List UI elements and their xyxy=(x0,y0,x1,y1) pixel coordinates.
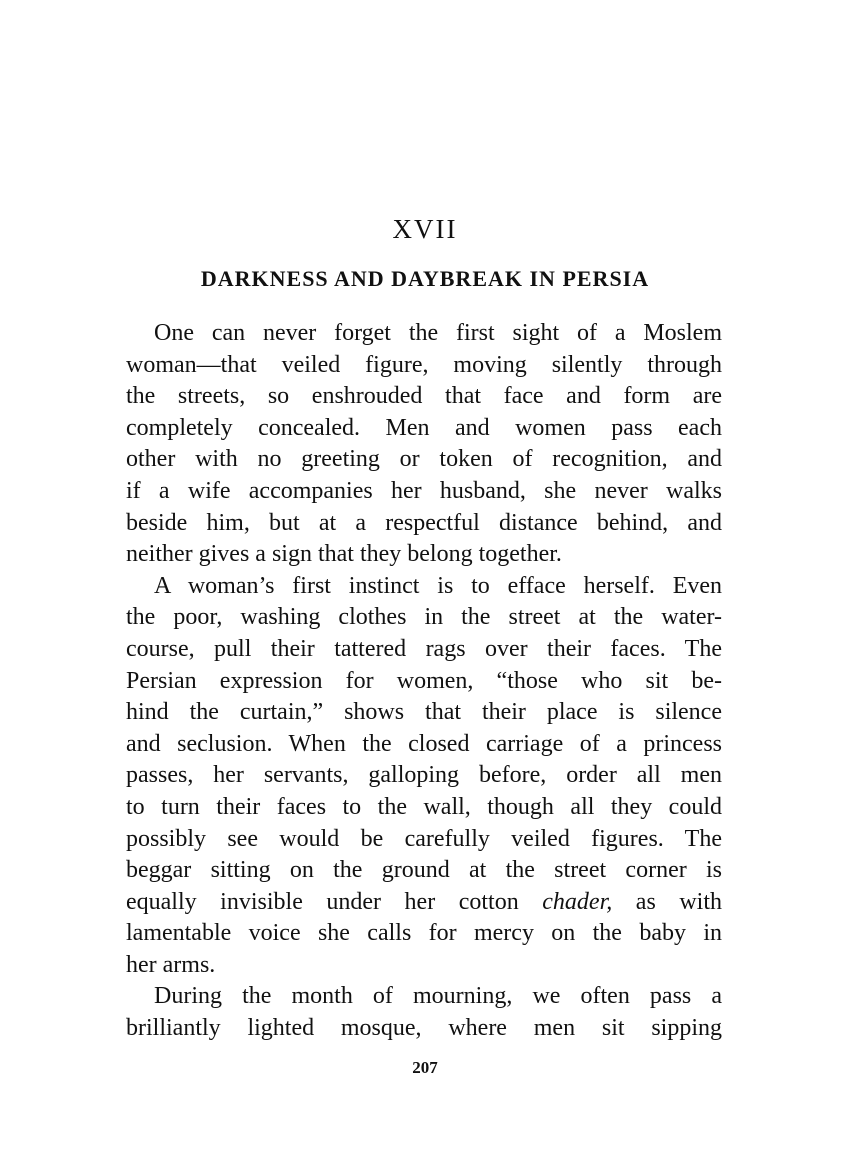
text-line: to turn their faces to the wall, though all they could xyxy=(126,793,722,820)
text-line xyxy=(126,887,722,919)
text-line: if a wife accompanies her husband, she never walks xyxy=(126,477,722,504)
paragraph-2 xyxy=(126,571,722,982)
text-line: the streets, so enshrouded that face and form are xyxy=(126,383,722,410)
text-line: possibly see would be carefully veiled figures. The xyxy=(126,825,722,852)
text-segment: equally invisible under her cotton xyxy=(126,888,543,915)
text-line: course, pull their tattered rags over their faces. The xyxy=(126,635,722,662)
page-number: 207 xyxy=(412,1058,438,1077)
body-text xyxy=(126,318,722,1045)
text-line: brilliantly lighted mosque, where men sit sipping xyxy=(126,1015,722,1042)
text-line: the poor, washing clothes in the street at the water- xyxy=(126,604,722,631)
italic-word: chader, xyxy=(542,888,613,915)
text-segment: as with xyxy=(612,888,722,915)
text-line: lamentable voice she calls for mercy on the baby in xyxy=(126,920,722,947)
text-line: hind the curtain,” shows that their place is silence xyxy=(126,699,722,726)
paragraph-3 xyxy=(126,981,722,1044)
text-line: woman—that veiled figure, moving silently through xyxy=(126,351,722,378)
text-line: completely concealed. Men and women pass each xyxy=(126,414,722,441)
chapter-number: XVII xyxy=(392,214,458,244)
paragraph-1 xyxy=(126,318,722,571)
text-line: One can never forget the first sight of a Moslem xyxy=(154,320,722,346)
text-line: other with no greeting or token of recognition, and xyxy=(126,446,722,473)
chapter-title: DARKNESS AND DAYBREAK IN PERSIA xyxy=(200,266,650,291)
text-line: and seclusion. When the closed carriage of a princess xyxy=(126,730,722,757)
text-line: Persian expression for women, “those who sit be- xyxy=(126,667,722,694)
text-line: beside him, but at a respectful distance behind, and xyxy=(126,509,722,536)
text-line: neither gives a sign that they belong together. xyxy=(126,541,562,568)
text-line: beggar sitting on the ground at the street corner is xyxy=(126,857,722,884)
text-line: A woman’s first instinct is to efface herself. Even xyxy=(154,572,722,599)
text-line: During the month of mourning, we often pass a xyxy=(154,983,722,1010)
text-line: her arms. xyxy=(126,951,216,978)
text-line: passes, her servants, galloping before, order all men xyxy=(126,762,722,789)
